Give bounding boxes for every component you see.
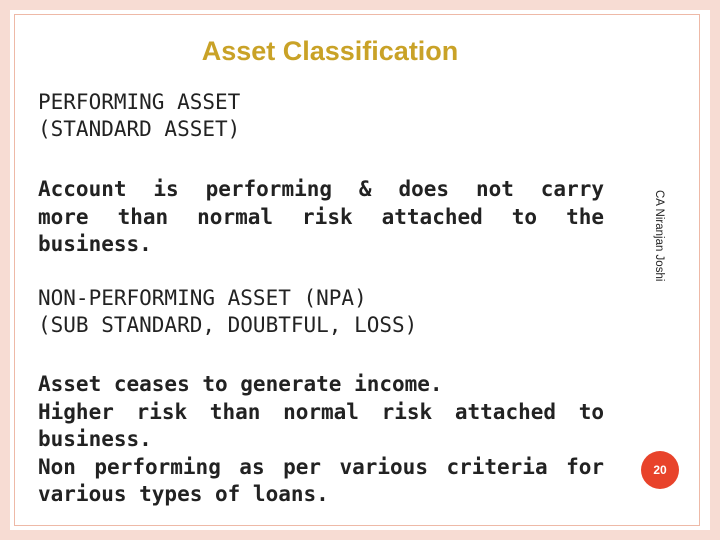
body-line: Account is performing & does not carry bbox=[38, 177, 604, 201]
slide-title: Asset Classification bbox=[201, 36, 459, 66]
non-performing-asset-description bbox=[38, 371, 604, 509]
heading-line: NON-PERFORMING ASSET (NPA) bbox=[38, 286, 367, 310]
non-performing-asset-heading bbox=[38, 285, 608, 339]
body-line: various types of loans. bbox=[38, 482, 329, 506]
body-line: business. bbox=[38, 427, 152, 451]
body-line: Higher risk than normal risk attached to bbox=[38, 399, 604, 424]
heading-line: (SUB STANDARD, DOUBTFUL, LOSS) bbox=[38, 313, 418, 337]
heading-line: PERFORMING ASSET bbox=[38, 90, 241, 114]
author-label: CA Niranjan Joshi bbox=[653, 190, 665, 282]
heading-line: (STANDARD ASSET) bbox=[38, 117, 241, 141]
body-line: Non performing as per various criteria for bbox=[38, 454, 604, 479]
body-line: more than normal risk attached to the bbox=[38, 204, 604, 229]
performing-asset-description bbox=[38, 176, 604, 259]
body-line: Asset ceases to generate income. bbox=[38, 372, 443, 396]
performing-asset-heading bbox=[38, 89, 608, 143]
body-line: business. bbox=[38, 232, 152, 256]
page-number-badge: 20 bbox=[641, 451, 679, 489]
